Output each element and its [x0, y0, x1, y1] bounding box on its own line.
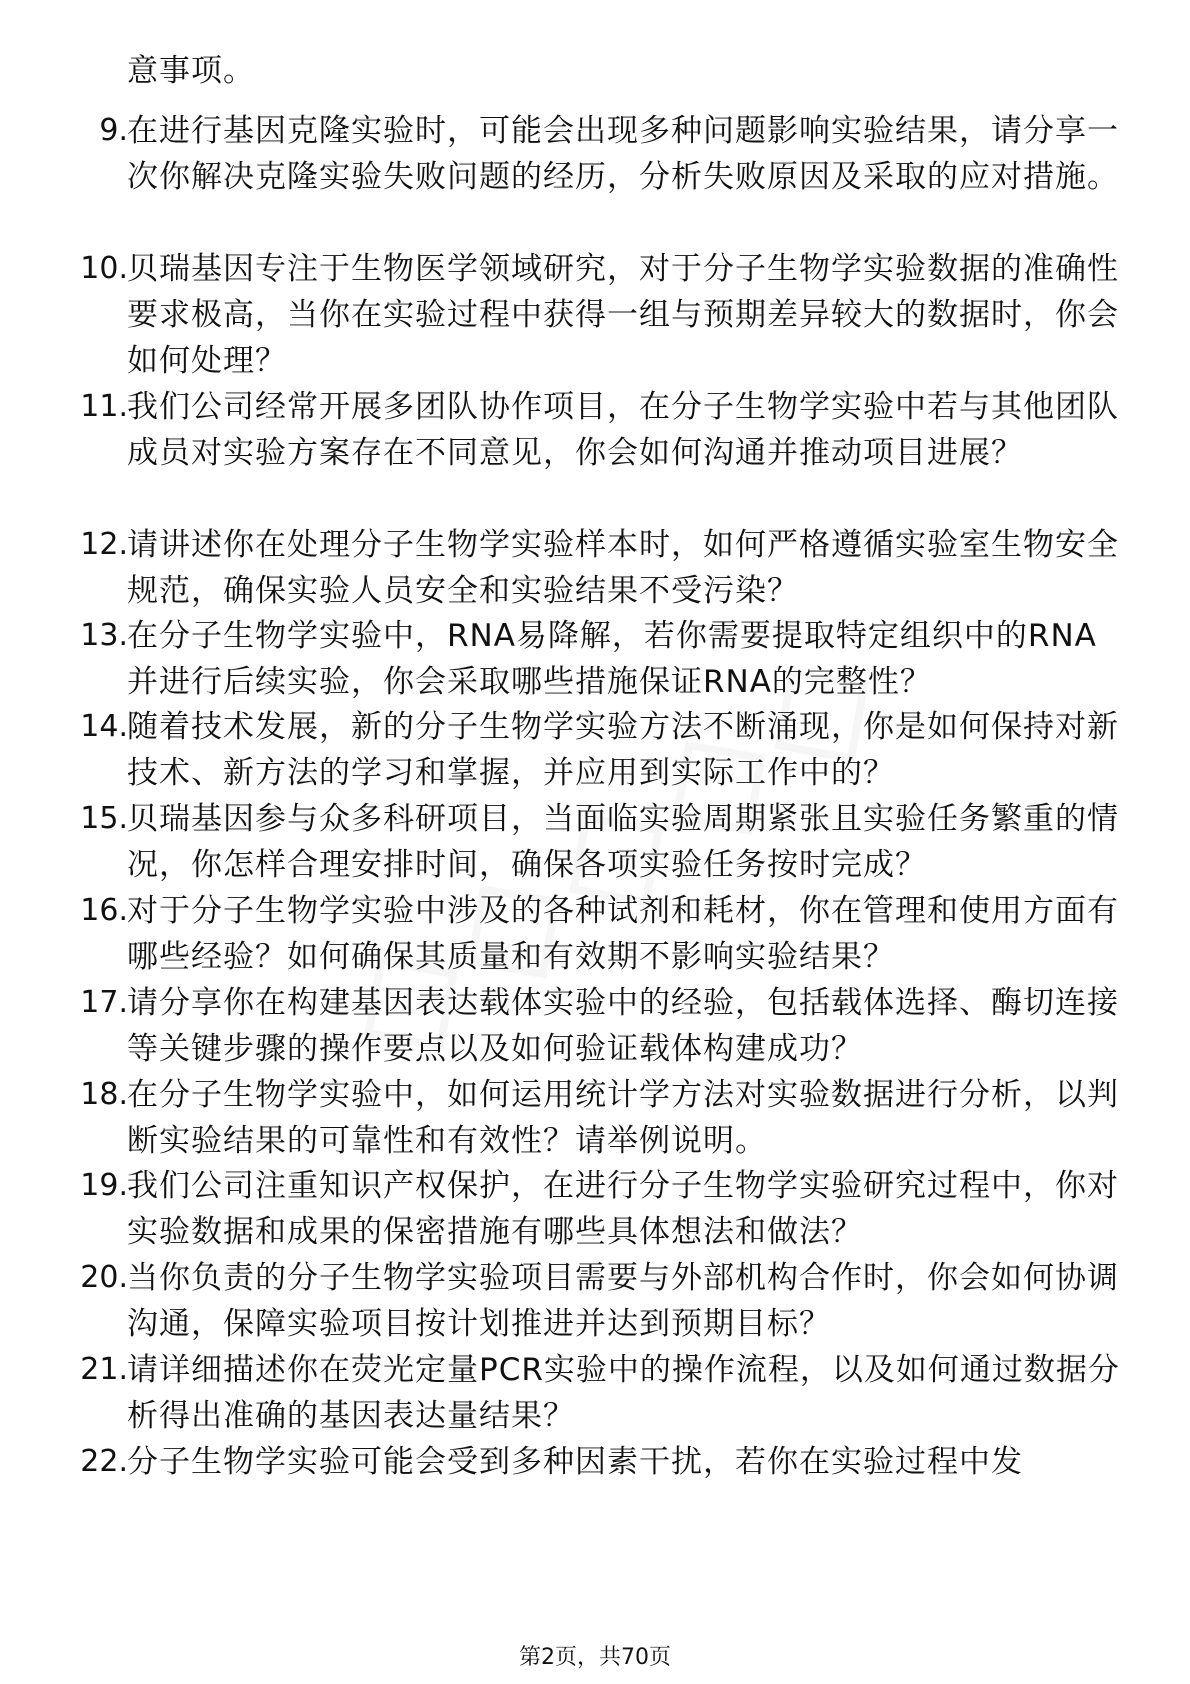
- page-footer: 第2页，共70页: [519, 1645, 671, 1670]
- question-text: 在分子生物学实验中，如何运用统计学方法对实验数据进行分析，以判断实验结果的可靠性和有效性？请举例说明。: [127, 1077, 1119, 1159]
- question-text: 我们公司经常开展多团队协作项目，在分子生物学实验中若与其他团队成员对实验方案存在不同意见，你会如何沟通并推动项目进展？: [127, 389, 1119, 471]
- question-number: 15.: [80, 801, 128, 836]
- question-number: 16.: [80, 893, 128, 928]
- question-text: 随着技术发展，新的分子生物学实验方法不断涌现，你是如何保持对新技术、新方法的学习和掌握，并应用到实际工作中的？: [127, 709, 1119, 791]
- question-number: 13.: [80, 618, 128, 653]
- question-number: 18.: [80, 1077, 128, 1112]
- question-text: 我们公司注重知识产权保护，在进行分子生物学实验研究过程中，你对实验数据和成果的保密措施有哪些具体想法和做法？: [127, 1168, 1119, 1250]
- question-text: 请详细描述你在荧光定量PCR实验中的操作流程，以及如何通过数据分析得出准确的基因表达量结果？: [127, 1352, 1120, 1434]
- question-text: 在进行基因克隆实验时，可能会出现多种问题影响实验结果，请分享一次你解决克隆实验失败问题的经历，分析失败原因及采取的应对措施。: [127, 113, 1119, 195]
- question-text: 对于分子生物学实验中涉及的各种试剂和耗材，你在管理和使用方面有哪些经验？如何确保其质量和有效期不影响实验结果？: [127, 893, 1119, 975]
- question-text: 在分子生物学实验中，RNA易降解，若你需要提取特定组织中的RNA并进行后续实验，你会采取哪些措施保证RNA的完整性？: [127, 618, 1097, 700]
- question-number: 21.: [80, 1352, 128, 1387]
- question-number: 20.: [80, 1260, 128, 1295]
- question-number: 10.: [80, 251, 128, 286]
- question-number: 12.: [80, 527, 128, 562]
- question-text: 请分享你在构建基因表达载体实验中的经验，包括载体选择、酶切连接等关键步骤的操作要点以及如何验证载体构建成功？: [127, 985, 1119, 1067]
- question-text: 分子生物学实验可能会受到多种因素干扰，若你在实验过程中发: [127, 1444, 1023, 1480]
- question-number: 11.: [80, 389, 128, 424]
- continuation-text: 意事项。: [127, 53, 255, 89]
- question-text: 请讲述你在处理分子生物学实验样本时，如何严格遵循实验室生物安全规范，确保实验人员安全和实验结果不受污染？: [127, 527, 1119, 609]
- question-number: 9.: [99, 113, 128, 148]
- question-text: 贝瑞基因专注于生物医学领域研究，对于分子生物学实验数据的准确性要求极高，当你在实验过程中获得一组与预期差异较大的数据时，你会如何处理？: [127, 251, 1119, 379]
- question-number: 22.: [80, 1444, 128, 1479]
- question-number: 17.: [80, 985, 128, 1020]
- question-number: 19.: [80, 1168, 128, 1203]
- question-text: 贝瑞基因参与众多科研项目，当面临实验周期紧张且实验任务繁重的情况，你怎样合理安排时间，确保各项实验任务按时完成？: [127, 801, 1119, 883]
- question-number: 14.: [80, 709, 128, 744]
- question-text: 当你负责的分子生物学实验项目需要与外部机构合作时，你会如何协调沟通，保障实验项目按计划推进并达到预期目标？: [127, 1260, 1119, 1342]
